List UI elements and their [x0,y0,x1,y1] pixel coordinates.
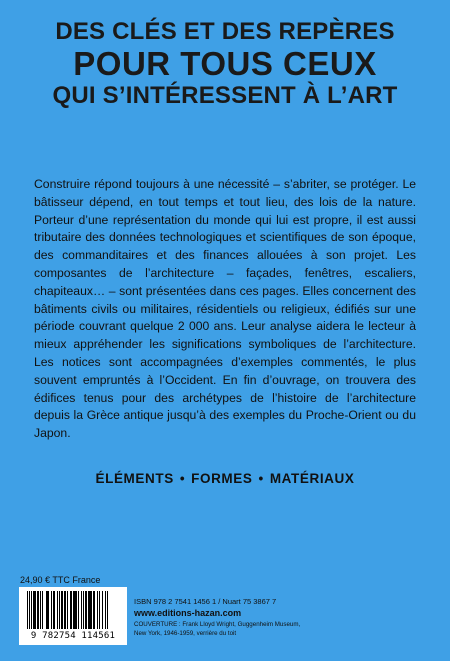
cover-credit [134,621,434,638]
cover-credit-line-1: COUVERTURE : Frank Lloyd Wright, Guggenheim Museum, [134,621,301,628]
headline [0,18,450,110]
barcode-bars [27,591,119,629]
keyword-formes: FORMES [191,471,253,486]
headline-line-2: POUR TOUS CEUX [73,45,377,82]
website-link[interactable]: www.editions-hazan.com [134,608,242,618]
keyword-elements: ÉLÉMENTS [95,471,174,486]
barcode-stripe [108,591,109,629]
description-text: Construire répond toujours à une nécessité – s’abriter, se protéger. Le bâtisseur dépend, en tout temps et tout lieu, des lois de la nature. Porteur d’une représentation du monde qui lui est propre, il est aussi tributaire des données technologiques et scientifiques de son époque, des commanditaires et des finances allouées à son projet. Les composantes de l’architecture – façades, fenêtres, escaliers, chapiteaux… – sont présentées dans ces pages. Elles concernent des bâtiments civils ou militaires, résidentiels ou religieux, édifiés sur une période couvrant quelque 2 000 ans. Leur analyse aidera le lecteur à mieux appréhender les significations symboliques de l’architecture. Les notices sont accompagnées d’exemples commentés, le plus souvent empruntés à l’Occident. En fin d’ouvrage, on trouvera des édifices tenus pour des archétypes de l’histoire de l’architecture depuis la Grèce antique jusqu’à des exemples du Proche-Orient ou du Japon. [34,177,416,441]
keyword-materiaux: MATÉRIAUX [269,471,355,486]
cover-credit-line-2: New York, 1946-1959, verrière du toit [134,629,237,637]
price-label: 24,90 € TTC France [20,575,101,585]
isbn-text: ISBN 978 2 7541 1456 1 / Nuart 75 3867 7 [134,597,277,606]
barcode [19,587,127,645]
keyword-separator-1: • [179,471,186,486]
keyword-separator-2: • [258,471,264,486]
keywords-line [0,471,450,486]
barcode-number: 9 782754 114561 [30,631,116,641]
publisher-info [134,596,434,638]
headline-line-1: DES CLÉS ET DES REPÈRES [55,18,395,45]
headline-line-3: QUI S’INTÉRESSENT À L’ART [52,82,398,109]
